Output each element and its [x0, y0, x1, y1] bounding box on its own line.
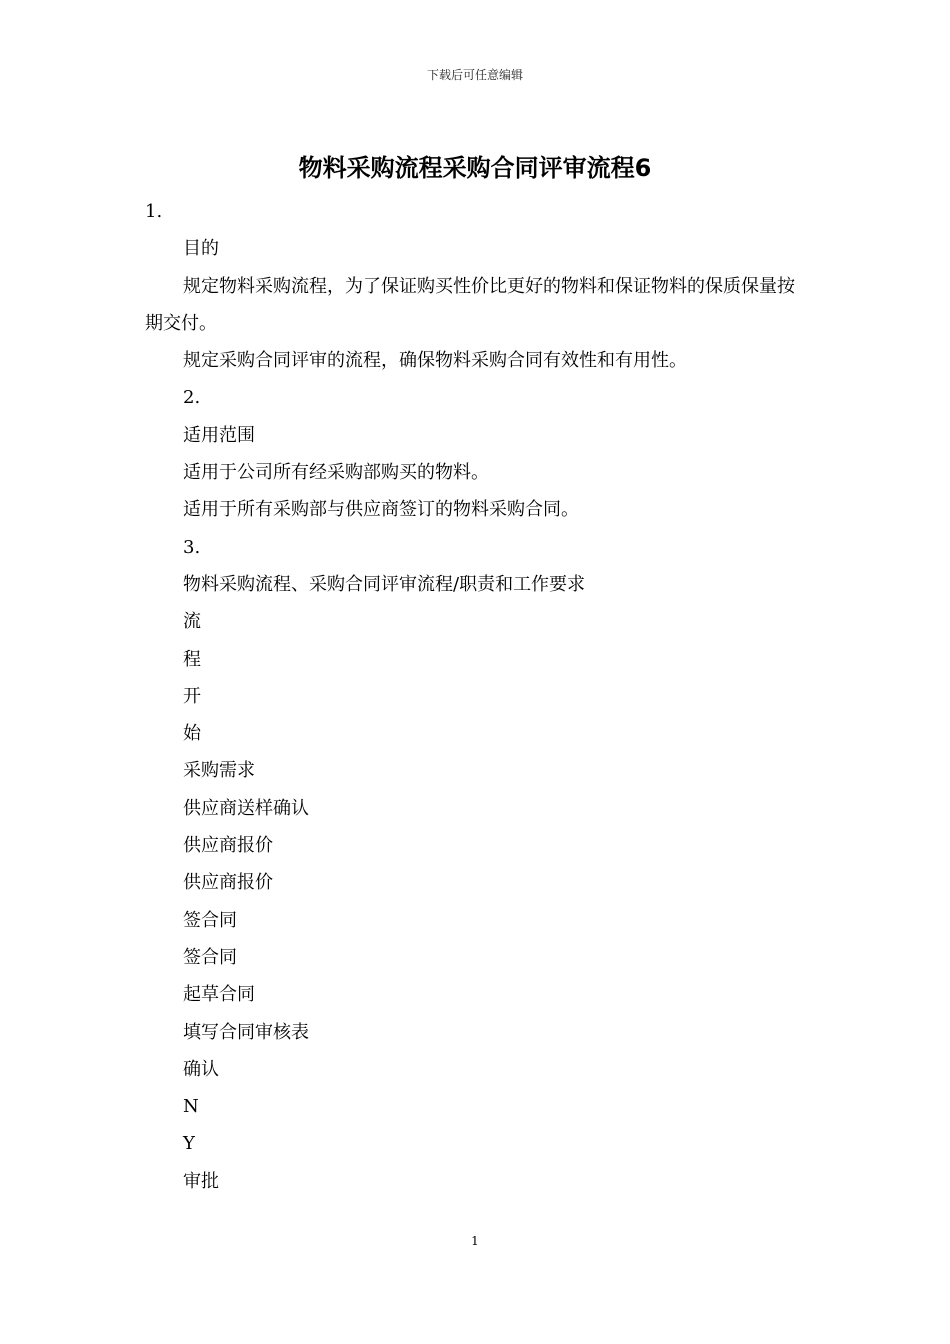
paragraph: 3. [183, 536, 201, 558]
paragraph: 供应商报价 [183, 835, 273, 857]
page-header: 下载后可任意编辑 [426, 68, 523, 82]
paragraph: 供应商报价 [183, 872, 273, 894]
paragraph: 适用于公司所有经采购部购买的物料。 [183, 462, 489, 484]
paragraph: 始 [183, 723, 201, 745]
paragraph: 2. [183, 387, 201, 409]
paragraph: 起草合同 [183, 984, 255, 1006]
page-number: 1 [471, 1234, 479, 1248]
paragraph: 供应商送样确认 [183, 797, 309, 819]
paragraph: 流 [183, 611, 201, 633]
paragraph: 开 [183, 685, 201, 707]
paragraph: 采购需求 [183, 760, 255, 782]
document-title: 物料采购流程采购合同评审流程6 [298, 154, 652, 182]
paragraph: 目的 [183, 238, 219, 260]
paragraph: 审批 [183, 1170, 219, 1192]
paragraph: Y [183, 1133, 195, 1155]
paragraph: 规定采购合同评审的流程，确保物料采购合同有效性和有用性。 [183, 350, 687, 372]
paragraph: 1. [145, 201, 163, 222]
paragraph: 填写合同审核表 [183, 1021, 309, 1043]
paragraph: 物料采购流程、采购合同评审流程/职责和工作要求 [183, 573, 586, 595]
paragraph: 签合同 [183, 909, 237, 931]
paragraph: N [183, 1096, 199, 1118]
paragraph: 规定物料采购流程，为了保证购买性价比更好的物料和保证物料的保质保量按期交付。 [145, 275, 795, 334]
paragraph: 适用范围 [183, 424, 255, 446]
paragraph: 签合同 [183, 946, 237, 968]
paragraph: 确认 [183, 1058, 219, 1080]
document-body [145, 193, 810, 1200]
paragraph: 程 [183, 648, 201, 670]
paragraph: 适用于所有采购部与供应商签订的物料采购合同。 [183, 499, 579, 521]
